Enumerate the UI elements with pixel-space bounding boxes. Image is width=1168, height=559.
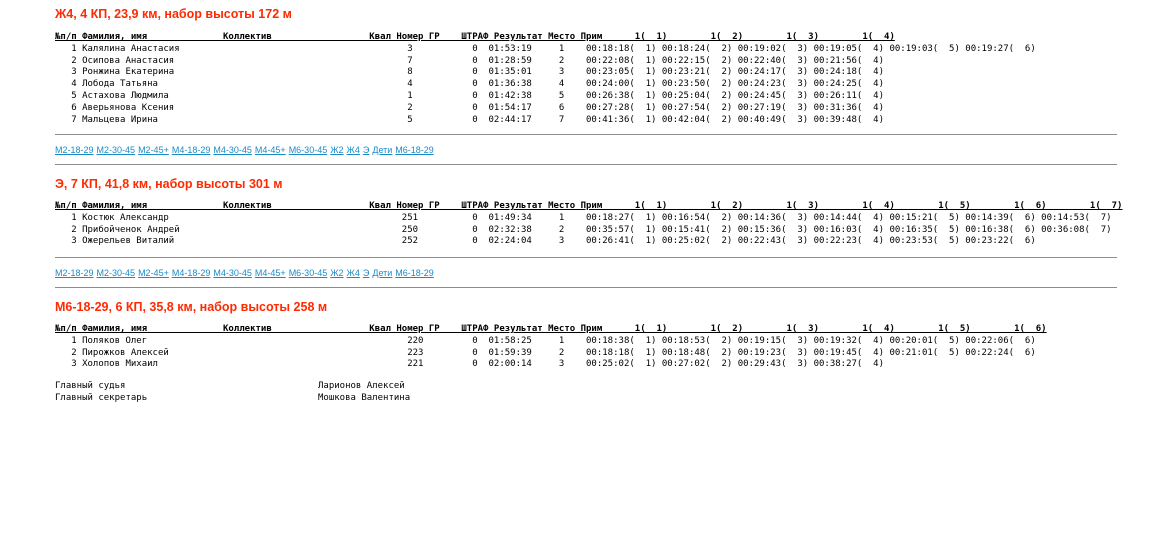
- nav-link-m6-30-45[interactable]: М6-30-45: [288, 268, 328, 278]
- group-title: Э, 7 КП, 41,8 км, набор высоты 301 м: [55, 177, 283, 191]
- group-title: Ж4, 4 КП, 23,9 км, набор высоты 172 м: [55, 7, 292, 21]
- table-row: 4 Лобода Татьяна 4 0 01:36:38 4 00:24:00( 1) 00:23:50( 2) 00:24:23( 3) 00:24:25( 4): [55, 79, 885, 90]
- table-row: 5 Астахова Людмила 1 0 01:42:38 5 00:26:38( 1) 00:25:04( 2) 00:24:45( 3) 00:26:11( 4): [55, 90, 885, 101]
- table-row: 1 Калялина Анастасия 3 0 01:53:19 1 00:18:18( 1) 00:18:24( 2) 00:19:02( 3) 00:19:05( 4) 00:19:03( 5) 00:19:27( 6): [55, 43, 1036, 54]
- header-text: №п/п Фамилия, имя Коллектив Квал Номер ГР ШТРАФ Результат Место Прим 1( 1) 1( 2) 1( 3) 1( 4) 1( 5) 1( 6): [55, 324, 1047, 334]
- table-row: 2 Пирожков Алексей 223 0 01:59:39 2 00:18:18( 1) 00:18:48( 2) 00:19:23( 3) 00:19:45( 4) 00:21:01( 5) 00:22:24( 6): [55, 347, 1036, 358]
- chief-secretary-label: Главный секретарь: [55, 392, 148, 403]
- nav-link-zh2[interactable]: Ж2: [330, 145, 344, 155]
- table-row: 7 Мальцева Ирина 5 0 02:44:17 7 00:41:36( 1) 00:42:04( 2) 00:40:49( 3) 00:39:48( 4): [55, 114, 885, 125]
- nav-link-e[interactable]: Э: [362, 268, 370, 278]
- table-row: 2 Осипова Анастасия 7 0 01:28:59 2 00:22:08( 1) 00:22:15( 2) 00:22:40( 3) 00:21:56( 4): [55, 55, 885, 66]
- signatures: [55, 381, 655, 405]
- nav-link-m2-18-29[interactable]: М2-18-29: [55, 145, 94, 155]
- divider: [55, 164, 1117, 165]
- divider: [55, 134, 1117, 135]
- chief-secretary-name: Мошкова Валентина: [318, 392, 411, 403]
- nav-link-m4-30-45[interactable]: М4-30-45: [213, 268, 252, 278]
- table-row: 3 Ронжина Екатерина 8 0 01:35:01 3 00:23:05( 1) 00:23:21( 2) 00:24:17( 3) 00:24:18( 4): [55, 67, 885, 78]
- nav-link-m6-18-29[interactable]: М6-18-29: [395, 145, 434, 155]
- divider: [55, 287, 1117, 288]
- divider: [55, 257, 1117, 258]
- chief-judge-name: Ларионов Алексей: [318, 381, 405, 391]
- table-row: 3 Ожерельев Виталий 252 0 02:24:04 3 00:26:41( 1) 00:25:02( 2) 00:22:43( 3) 00:22:23( 4) 00:23:53( 5) 00:23:22( 6): [55, 236, 1036, 247]
- nav-link-m4-30-45[interactable]: М4-30-45: [213, 145, 252, 155]
- group-section: [55, 298, 327, 316]
- nav-link-m2-45[interactable]: М2-45+: [138, 268, 169, 278]
- nav-link-m4-45[interactable]: М4-45+: [254, 145, 286, 155]
- table-row: 6 Аверьянова Ксения 2 0 01:54:17 6 00:27:28( 1) 00:27:54( 2) 00:27:19( 3) 00:31:36( 4): [55, 102, 885, 113]
- results-table-header: [55, 32, 1036, 44]
- nav-link-m2-30-45[interactable]: М2-30-45: [96, 268, 136, 278]
- nav-link-zh4[interactable]: Ж4: [346, 268, 360, 278]
- nav-link-m6-18-29[interactable]: М6-18-29: [395, 268, 434, 278]
- nav-link-e[interactable]: Э: [362, 145, 370, 155]
- table-row: 2 Прибойченок Андрей 250 0 02:32:38 2 00:35:57( 1) 00:15:41( 2) 00:15:36( 3) 00:16:03( 4) 00:16:35( 5) 00:16:38( 6) 00:36:08( 7): [55, 224, 1112, 235]
- nav-link-zh2[interactable]: Ж2: [330, 268, 344, 278]
- nav-link-m6-30-45[interactable]: М6-30-45: [288, 145, 328, 155]
- header-text: №п/п Фамилия, имя Коллектив Квал Номер ГР ШТРАФ Результат Место Прим 1( 1) 1( 2) 1( 3) 1( 4) 1( 5) 1( 6) 1( 7): [55, 201, 1123, 211]
- chief-judge-label: Главный судья: [55, 381, 126, 391]
- group-nav: [55, 267, 437, 279]
- table-row: 1 Костюк Александр 251 0 01:49:34 1 00:18:27( 1) 00:16:54( 2) 00:14:36( 3) 00:14:44( 4) 00:15:21( 5) 00:14:39( 6) 00:14:53( 7): [55, 212, 1112, 223]
- results-table-header: [55, 201, 1122, 213]
- table-row: 1 Поляков Олег 220 0 01:58:25 1 00:18:38( 1) 00:18:53( 2) 00:19:15( 3) 00:19:32( 4) 00:20:01( 5) 00:22:06( 6): [55, 335, 1036, 346]
- nav-link-m4-18-29[interactable]: М4-18-29: [171, 145, 211, 155]
- group-section: [55, 5, 292, 23]
- nav-link-m4-45[interactable]: М4-45+: [254, 268, 286, 278]
- results-table-header: [55, 324, 1047, 336]
- group-title: М6-18-29, 6 КП, 35,8 км, набор высоты 258 м: [55, 300, 328, 314]
- nav-link-deti[interactable]: Дети: [372, 145, 393, 155]
- header-text: №п/п Фамилия, имя Коллектив Квал Номер ГР ШТРАФ Результат Место Прим 1( 1) 1( 2) 1( 3) 1( 4): [55, 32, 895, 42]
- nav-link-deti[interactable]: Дети: [372, 268, 393, 278]
- group-nav: [55, 144, 437, 156]
- table-row: 3 Холопов Михаил 221 0 02:00:14 3 00:25:02( 1) 00:27:02( 2) 00:29:43( 3) 00:38:27( 4): [55, 359, 885, 370]
- nav-link-zh4[interactable]: Ж4: [346, 145, 360, 155]
- nav-link-m2-30-45[interactable]: М2-30-45: [96, 145, 136, 155]
- nav-link-m2-45[interactable]: М2-45+: [138, 145, 169, 155]
- nav-link-m4-18-29[interactable]: М4-18-29: [171, 268, 211, 278]
- nav-link-m2-18-29[interactable]: М2-18-29: [55, 268, 94, 278]
- group-section: [55, 175, 283, 193]
